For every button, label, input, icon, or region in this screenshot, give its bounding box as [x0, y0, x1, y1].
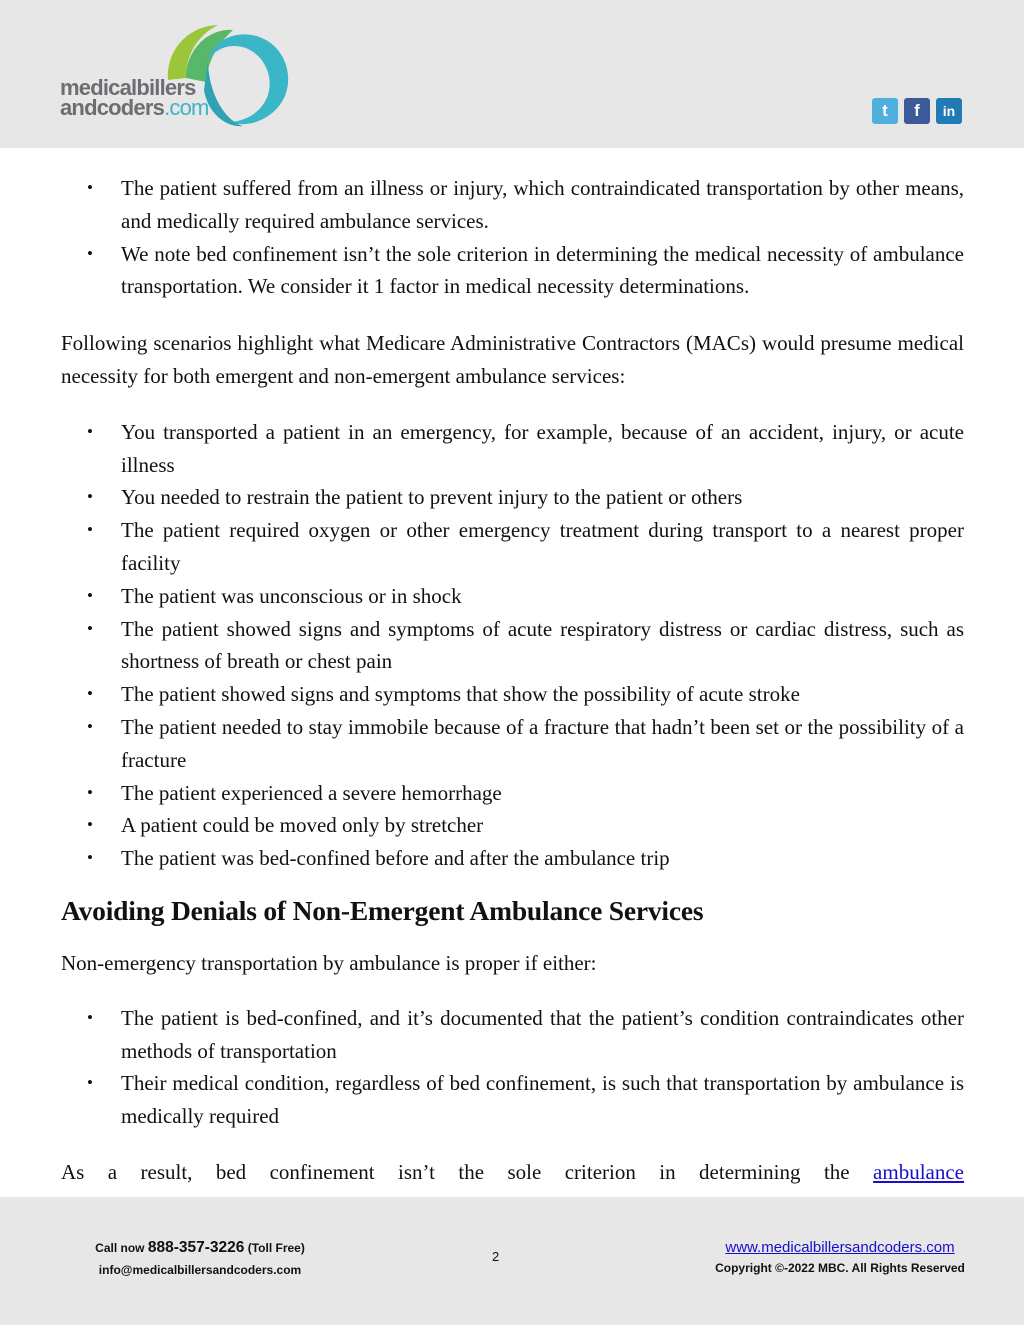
- page-footer: [0, 1197, 1024, 1325]
- bullet-list-scenarios: [61, 416, 964, 875]
- footer-site: [700, 1237, 980, 1279]
- list-item: • You needed to restrain the patient to prevent injury to the patient or others: [61, 481, 964, 514]
- list-item: • The patient was unconscious or in shock: [61, 580, 964, 613]
- bullet-list-criteria: [61, 172, 964, 303]
- ambulance-link[interactable]: ambulance: [873, 1159, 964, 1184]
- copyright-text: Copyright ©-2022 MBC. All Rights Reserved: [715, 1261, 965, 1275]
- intro-paragraph: Following scenarios highlight what Medicare Administrative Contractors (MACs) would presume medical necessity for both emergent and non-emergent ambulance services:: [61, 331, 964, 388]
- toll-free-label: (Toll Free): [247, 1241, 305, 1255]
- list-item: • Their medical condition, regardless of bed confinement, is such that transportation by ambulance is medically required: [61, 1067, 964, 1133]
- page-header: [0, 0, 1024, 148]
- list-item: • The patient was bed-confined before and after the ambulance trip: [61, 842, 964, 875]
- page-number: 2: [492, 1249, 500, 1264]
- social-links: [872, 98, 962, 124]
- logo-wordmark: medicalbillers andcoders.com: [60, 75, 209, 120]
- list-item: • The patient showed signs and symptoms that show the possibility of acute stroke: [61, 678, 964, 711]
- list-item: • The patient showed signs and symptoms of acute respiratory distress or cardiac distress, such as shortness of breath or chest pain: [61, 613, 964, 679]
- list-item: • The patient needed to stay immobile because of a fracture that hadn’t been set or the possibility of a fracture: [61, 711, 964, 777]
- footer-contact: [80, 1237, 320, 1281]
- call-now-label: Call now: [95, 1241, 145, 1255]
- section-heading: Avoiding Denials of Non-Emergent Ambulance Services: [61, 894, 704, 926]
- list-item: • The patient experienced a severe hemorrhage: [61, 777, 964, 810]
- twitter-icon[interactable]: t: [872, 98, 898, 124]
- bullet-list-non-emergency: [61, 1002, 964, 1133]
- closing-text: As a result, bed confinement isn’t the sole criterion in determining the: [61, 1159, 850, 1184]
- section-paragraph: Non-emergency transportation by ambulance is proper if either:: [61, 950, 597, 975]
- website-link[interactable]: www.medicalbillersandcoders.com: [725, 1239, 955, 1256]
- email-address[interactable]: info@medicalbillersandcoders.com: [98, 1263, 302, 1277]
- list-item: • The patient required oxygen or other emergency treatment during transport to a nearest proper facility: [61, 514, 964, 580]
- list-item: • We note bed confinement isn’t the sole criterion in determining the medical necessity of ambulance transportation. We consider it 1 factor in medical necessity determinations.: [61, 238, 964, 304]
- list-item: • The patient is bed-confined, and it’s documented that the patient’s condition contraindicates other methods of transportation: [61, 1002, 964, 1068]
- list-item: • The patient suffered from an illness or injury, which contraindicated transportation by other means, and medically required ambulance services.: [61, 172, 964, 238]
- closing-paragraph: [61, 1156, 964, 1189]
- phone-number[interactable]: 888-357-3226: [147, 1239, 245, 1256]
- facebook-icon[interactable]: f: [904, 98, 930, 124]
- page-content: [61, 172, 964, 1189]
- list-item: • A patient could be moved only by stretcher: [61, 809, 964, 842]
- linkedin-icon[interactable]: in: [936, 98, 962, 124]
- company-logo[interactable]: [58, 20, 293, 132]
- list-item: • You transported a patient in an emergency, for example, because of an accident, injury, or acute illness: [61, 416, 964, 482]
